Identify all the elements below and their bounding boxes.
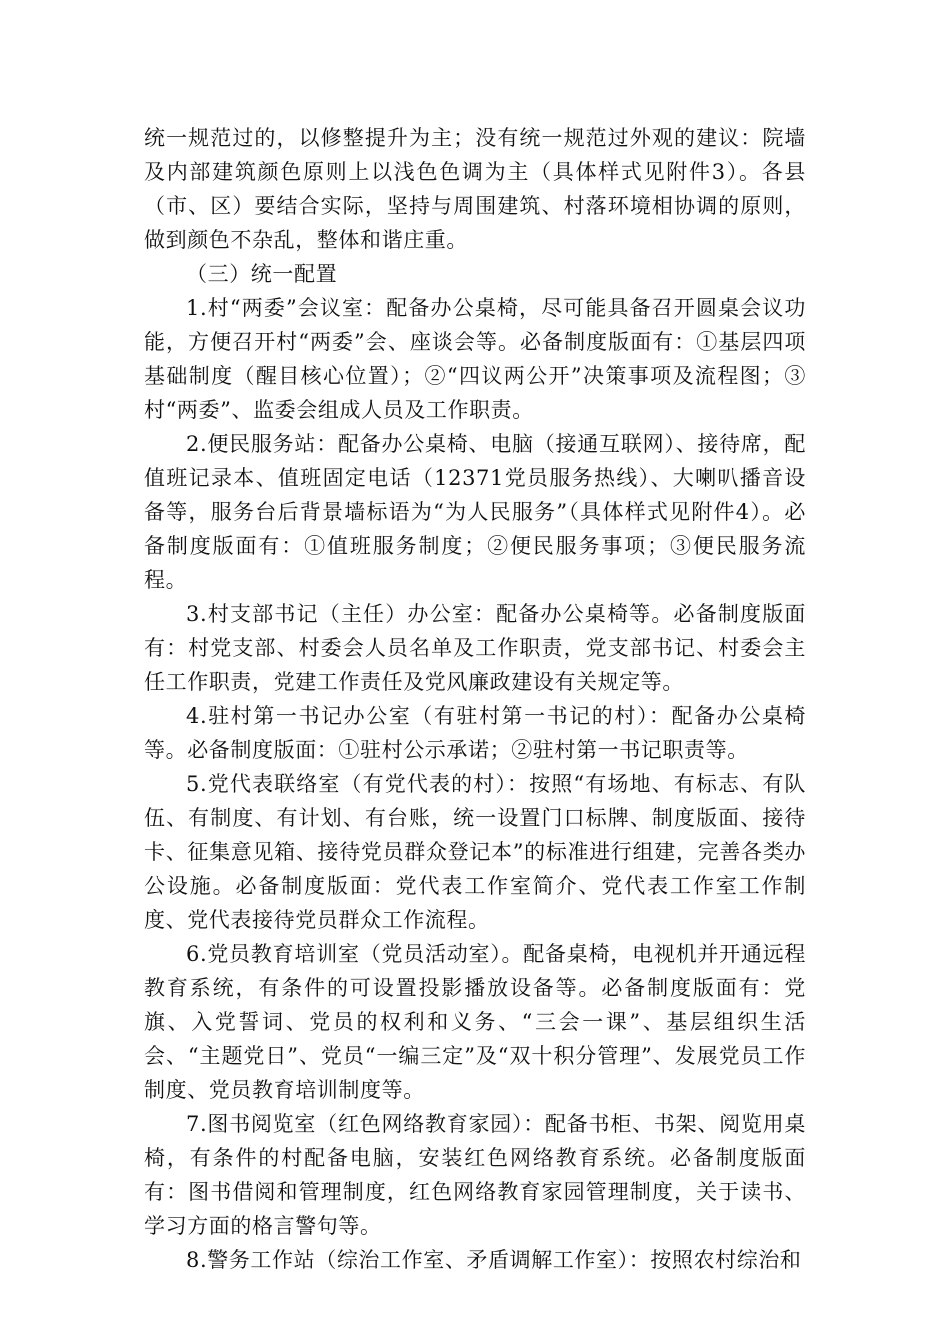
item-village-committee-meeting-room: 1.村“两委”会议室：配备办公桌椅，尽可能具备召开圆桌会议功能，方便召开村“两委”会、座谈会等。必备制度版面有：①基层四项基础制度（醒目核心位置）；②“四议两公开”决策事项及流程图；③村“两委”、监委会组成人员及工作职责。 [144,296,806,422]
item-party-representative-liaison-room: 5.党代表联络室（有党代表的村）：按照“有场地、有标志、有队伍、有制度、有计划、有台账，统一设置门口标牌、制度版面、接待卡、征集意见箱、接待党员群众登记本”的标准进行组建，完善各类办公设施。必备制度版面：党代表工作室简介、党代表工作室工作制度、党代表接待党员群众工作流程。 [144,772,806,932]
item-party-member-training-room: 6.党员教育培训室（党员活动室）。配备桌椅，电视机并开通远程教育系统，有条件的可设置投影播放设备等。必备制度版面有：党旗、入党誓词、党员的权利和义务、“三会一课”、基层组织生活会、“主题党日”、党员“一编三定”及“双十积分管理”、发展党员工作制度、党员教育培训制度等。 [144,942,806,1102]
section-heading-unified-configuration: （三）统一配置 [186,262,338,286]
item-convenience-service-station: 2.便民服务站：配备办公桌椅、电脑（接通互联网）、接待席，配值班记录本、值班固定电话（12371党员服务热线）、大喇叭播音设备等，服务台后背景墙标语为“为人民服务”（具体样式见附件4）。必备制度版面有：①值班服务制度；②便民服务事项；③便民服务流程。 [144,432,806,592]
paragraph-continued: 统一规范过的，以修整提升为主；没有统一规范过外观的建议：院墙及内部建筑颜色原则上以浅色色调为主（具体样式见附件3）。各县（市、区）要结合实际，坚持与周围建筑、村落环境相协调的原则，做到颜色不杂乱，整体和谐庄重。 [144,126,806,252]
item-first-secretary-office: 4.驻村第一书记办公室（有驻村第一书记的村）：配备办公桌椅等。必备制度版面：①驻村公示承诺；②驻村第一书记职责等。 [144,704,806,762]
item-police-workstation: 8.警务工作站（综治工作室、矛盾调解工作室）：按照农村综治和 [186,1248,802,1272]
item-library-reading-room: 7.图书阅览室（红色网络教育家园）：配备书柜、书架、阅览用桌椅，有条件的村配备电脑，安装红色网络教育系统。必备制度版面有：图书借阅和管理制度，红色网络教育家园管理制度，关于读书、学习方面的格言警句等。 [144,1112,806,1238]
document-body [144,121,806,1277]
item-secretary-office: 3.村支部书记（主任）办公室：配备办公桌椅等。必备制度版面有：村党支部、村委会人员名单及工作职责，党支部书记、村委会主任工作职责，党建工作责任及党风廉政建设有关规定等。 [144,602,806,694]
